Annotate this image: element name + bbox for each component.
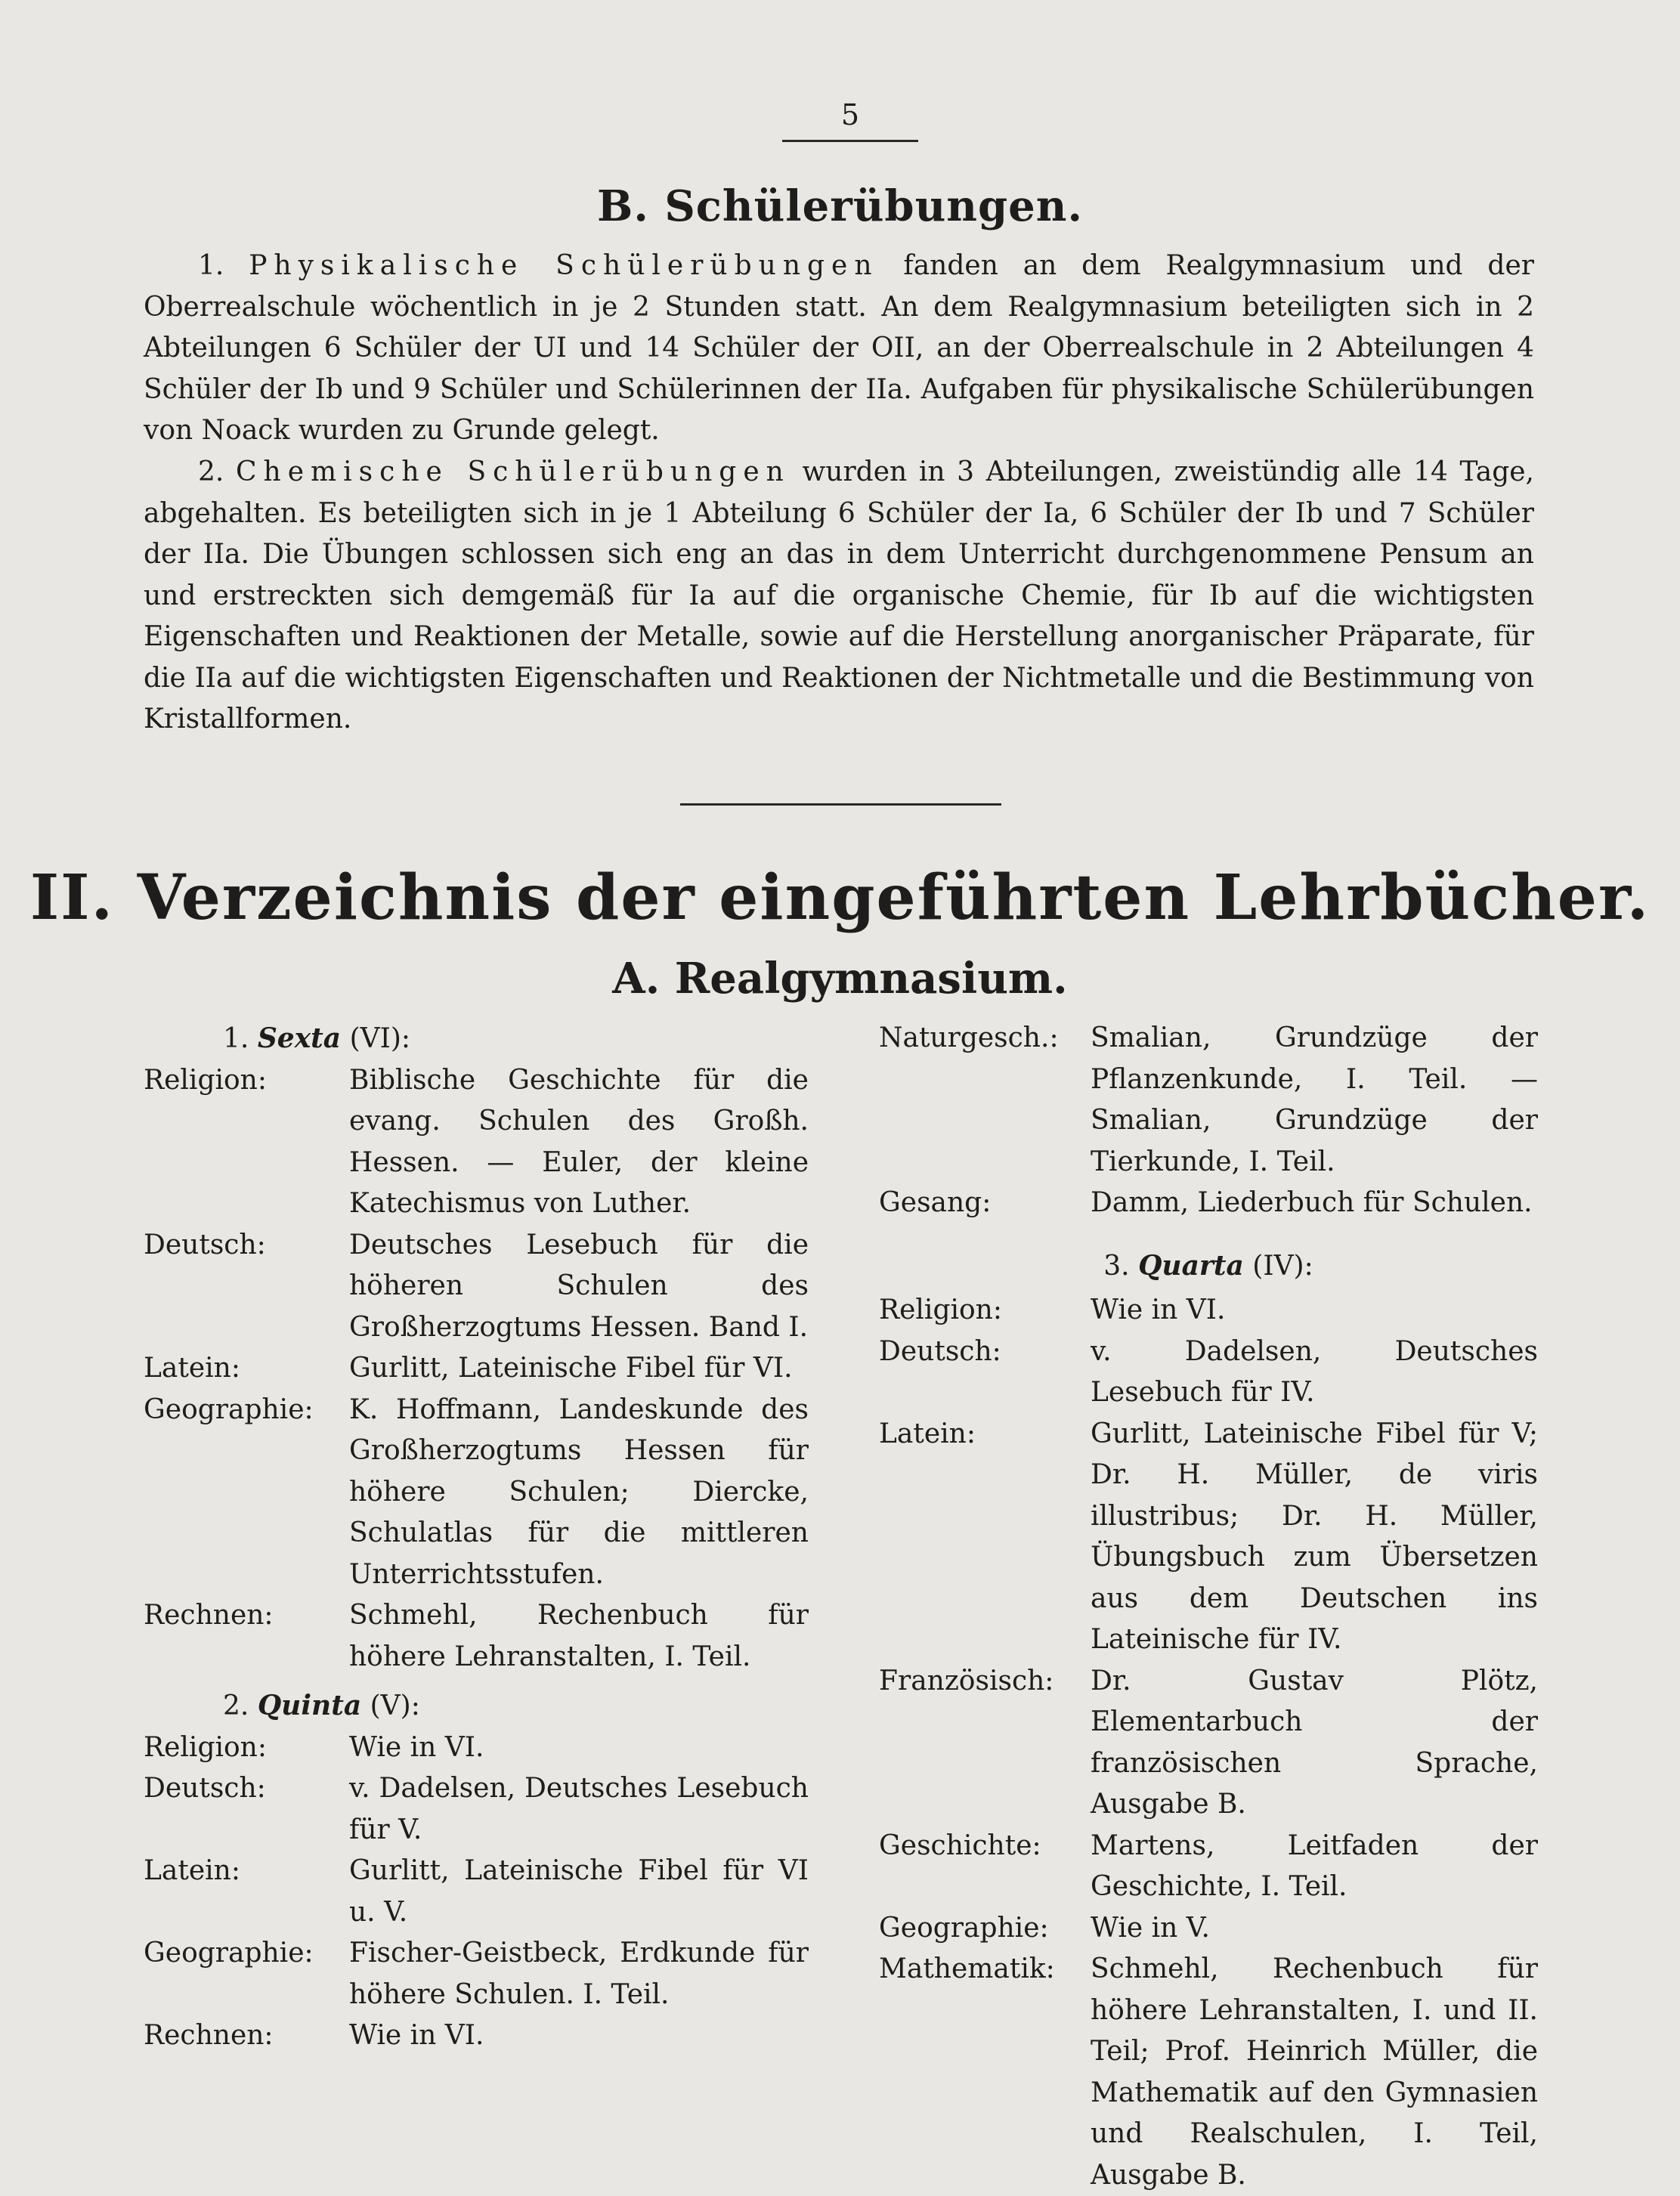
subject-label: Religion: bbox=[879, 1294, 1002, 1325]
list-item bbox=[144, 1851, 809, 1933]
grade-number: 1. bbox=[223, 1023, 249, 1054]
list-item bbox=[879, 1183, 1538, 1224]
header-rule bbox=[782, 140, 918, 142]
page-number: 5 bbox=[840, 98, 860, 131]
list-item bbox=[879, 1332, 1538, 1414]
textbook-text: Wie in VI. bbox=[1091, 1294, 1226, 1325]
section-b-title: B. Schülerübungen. bbox=[597, 181, 1083, 231]
textbook-text: Gurlitt, Lateinische Fibel für VI. bbox=[349, 1353, 793, 1384]
textbook-text: Wie in V. bbox=[1091, 1912, 1210, 1944]
subject-label: Geographie: bbox=[879, 1912, 1049, 1944]
subject-label: Latein: bbox=[144, 1353, 240, 1384]
list-item bbox=[879, 1414, 1538, 1661]
textbook-text: Dr. Gustav Plötz, Elementarbuch der französischen Sprache, Ausgabe B. bbox=[1091, 1665, 1538, 1820]
subject-label: Gesang: bbox=[879, 1187, 992, 1218]
subject-label: Naturgesch.: bbox=[879, 1022, 1059, 1053]
left-column bbox=[144, 1018, 809, 2057]
section-ii-subtitle: A. Realgymnasium. bbox=[612, 954, 1068, 1004]
grade-name: Quinta bbox=[257, 1690, 362, 1721]
grade-name: Sexta bbox=[257, 1022, 342, 1054]
textbook-text: K. Hoffmann, Landeskunde des Großherzogtums Hessen für höhere Schulen; Diercke, Schulatlas für die mittleren Unterrichtsstufen. bbox=[349, 1393, 809, 1590]
textbook-text: Smalian, Grundzüge der Pflanzenkunde, I. Teil. — Smalian, Grundzüge der Tierkunde, I. Teil. bbox=[1091, 1022, 1538, 1177]
paragraph-physics bbox=[144, 246, 1534, 452]
grade-roman: (VI): bbox=[349, 1023, 411, 1054]
paragraph-text: fanden an dem Realgymnasium und der Oberrealschule wöchentlich in je 2 Stunden statt. An dem Realgymnasium beteiligten sich in 2 Abteilungen 6 Schüler der UI und 14 Schüler der OII, an der Oberrealschule in 2 Abteilungen 4 Schüler der Ib und 9 Schüler und Schülerinnen der IIa. Aufgaben für physikalische Schülerübungen von Noack wurden zu Grunde gelegt. bbox=[144, 250, 1534, 446]
list-item bbox=[144, 1727, 809, 1769]
list-item bbox=[879, 1826, 1538, 1908]
paragraph-number: 1. bbox=[198, 250, 224, 281]
list-item bbox=[144, 1933, 809, 2015]
list-item bbox=[879, 1949, 1538, 2196]
textbook-text: Gurlitt, Lateinische Fibel für V; Dr. H. Müller, de viris illustribus; Dr. H. Müller, Übungsbuch zum Übersetzen aus dem Deutschen ins Lateinische für IV. bbox=[1091, 1418, 1538, 1655]
paragraph-number: 2. bbox=[198, 456, 224, 487]
subject-label: Rechnen: bbox=[144, 1600, 274, 1631]
paragraph-chemistry bbox=[144, 452, 1534, 741]
subject-label: Rechnen: bbox=[144, 2020, 274, 2051]
grade-heading-quinta bbox=[144, 1685, 809, 1727]
subject-label: Deutsch: bbox=[144, 1773, 266, 1804]
textbook-text: Gurlitt, Lateinische Fibel für VI u. V. bbox=[349, 1855, 809, 1928]
list-item bbox=[144, 1225, 809, 1349]
grade-roman: (V): bbox=[370, 1690, 420, 1721]
subject-label: Religion: bbox=[144, 1064, 267, 1096]
list-item bbox=[879, 1018, 1538, 1183]
grade-number: 2. bbox=[223, 1690, 249, 1721]
subject-label: Deutsch: bbox=[144, 1229, 266, 1260]
list-item bbox=[144, 1348, 809, 1390]
textbook-text: Wie in VI. bbox=[349, 2020, 484, 2051]
right-column bbox=[879, 1018, 1538, 2196]
grade-name: Quarta bbox=[1138, 1249, 1244, 1282]
list-item bbox=[144, 1060, 809, 1225]
subject-label: Geschichte: bbox=[879, 1829, 1041, 1861]
subject-label: Latein: bbox=[879, 1418, 976, 1449]
textbook-text: v. Dadelsen, Deutsches Lesebuch für V. bbox=[349, 1773, 809, 1845]
grade-heading-quarta bbox=[879, 1245, 1538, 1288]
subject-label: Geographie: bbox=[144, 1393, 314, 1425]
spaced-heading: Physikalische Schülerübungen bbox=[249, 250, 879, 281]
subject-label: Deutsch: bbox=[879, 1335, 1001, 1367]
spaced-heading: Chemische Schülerübungen bbox=[236, 456, 790, 487]
grade-number: 3. bbox=[1103, 1250, 1130, 1282]
textbook-text: Biblische Geschichte für die evang. Schulen des Großh. Hessen. — Euler, der kleine Katechismus von Luther. bbox=[349, 1064, 809, 1219]
list-item bbox=[144, 1768, 809, 1851]
grade-heading-sexta bbox=[144, 1018, 809, 1060]
textbook-text: Wie in VI. bbox=[349, 1731, 484, 1763]
textbook-text: v. Dadelsen, Deutsches Lesebuch für IV. bbox=[1091, 1335, 1538, 1408]
textbook-text: Martens, Leitfaden der Geschichte, I. Teil. bbox=[1091, 1829, 1538, 1902]
subject-label: Religion: bbox=[144, 1731, 267, 1763]
textbook-text: Schmehl, Rechenbuch für höhere Lehranstalten, I. und II. Teil; Prof. Heinrich Müller, die Mathematik auf den Gymnasien und Realschulen, I. Teil, Ausgabe B. bbox=[1091, 1953, 1538, 2191]
subject-label: Latein: bbox=[144, 1855, 240, 1886]
list-item bbox=[879, 1661, 1538, 1826]
subject-label: Geographie: bbox=[144, 1938, 314, 1969]
textbook-text: Schmehl, Rechenbuch für höhere Lehranstalten, I. Teil. bbox=[349, 1600, 809, 1672]
textbook-text: Fischer-Geistbeck, Erdkunde für höhere Schulen. I. Teil. bbox=[349, 1938, 809, 2010]
list-item bbox=[144, 1390, 809, 1596]
list-item bbox=[879, 1908, 1538, 1950]
list-item bbox=[879, 1290, 1538, 1332]
paragraph-text: wurden in 3 Abteilungen, zweistündig alle 14 Tage, abgehalten. Es beteiligten sich in je 1 Abteilung 6 Schüler der Ia, 6 Schüler der Ib und 7 Schüler der IIa. Die Übungen schlossen sich eng an das in dem Unterricht durchgenommene Pensum an und erstreckten sich demgemäß für Ia auf die organische Chemie, für Ib auf die wichtigsten Eigenschaften und Reaktionen der Metalle, sowie auf die Herstellung anorganischer Präparate, für die IIa auf die wichtigsten Eigenschaften und Reaktionen der Nichtmetalle und die Bestimmung von Kristallformen. bbox=[144, 456, 1534, 735]
textbook-text: Deutsches Lesebuch für die höheren Schulen des Großherzogtums Hessen. Band I. bbox=[349, 1229, 809, 1343]
section-ii-title: II. Verzeichnis der eingeführten Lehrbücher. bbox=[29, 861, 1651, 934]
subject-label: Mathematik: bbox=[879, 1953, 1055, 1984]
list-item bbox=[144, 2015, 809, 2057]
list-item bbox=[144, 1595, 809, 1678]
textbook-text: Damm, Liederbuch für Schulen. bbox=[1091, 1187, 1533, 1218]
subject-label: Französisch: bbox=[879, 1665, 1054, 1696]
grade-roman: (IV): bbox=[1252, 1250, 1313, 1282]
section-divider bbox=[680, 803, 1001, 806]
